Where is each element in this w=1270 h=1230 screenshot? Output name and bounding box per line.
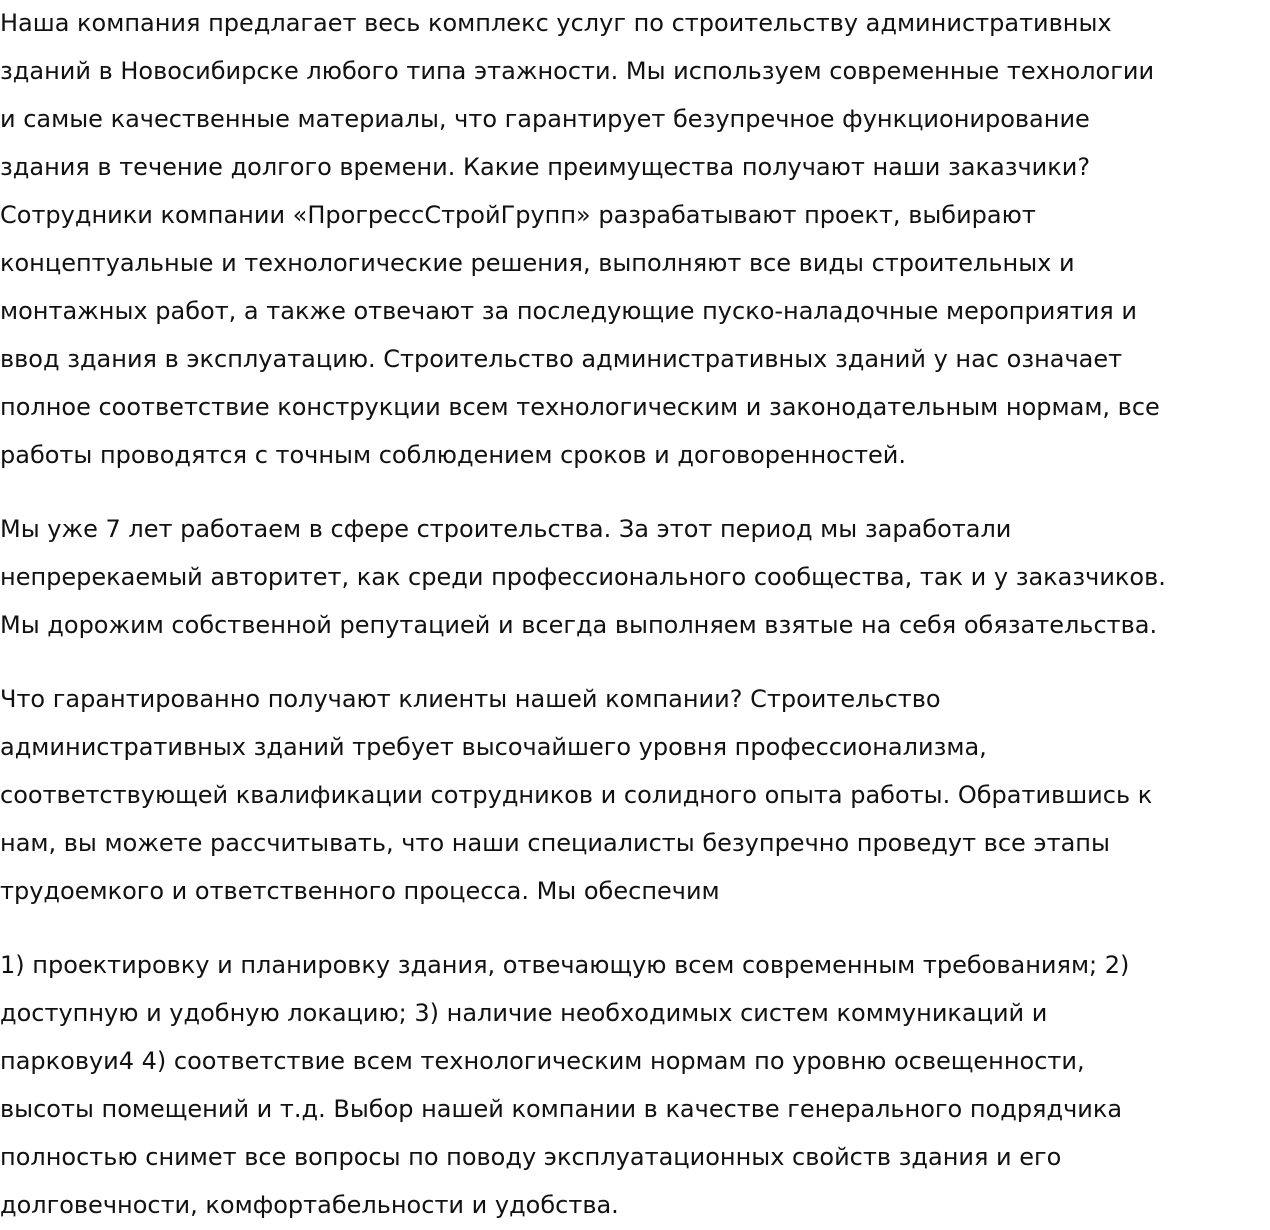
text-line: Мы уже 7 лет работаем в сфере строительства. За этот период мы заработали xyxy=(0,515,1012,543)
text-line: парковуи4 4) соответствие всем технологическим нормам по уровню освещенности, xyxy=(0,1047,1085,1075)
text-line: трудоемкого и ответственного процесса. Мы обеспечим xyxy=(0,877,720,905)
text-line: соответствующей квалификации сотрудников и солидного опыта работы. Обратившись к xyxy=(0,781,1153,809)
paragraph-guarantees xyxy=(0,675,1270,915)
text-line: Мы дорожим собственной репутацией и всегда выполняем взятые на себя обязательства. xyxy=(0,611,1158,639)
text-line: полное соответствие конструкции всем технологическим и законодательным нормам, все xyxy=(0,393,1160,421)
text-line: концептуальные и технологические решения, выполняют все виды строительных и xyxy=(0,249,1075,277)
text-line: Сотрудники компании «ПрогрессСтройГрупп» разрабатывают проект, выбирают xyxy=(0,201,1036,229)
text-line: Что гарантированно получают клиенты нашей компании? Строительство xyxy=(0,685,941,713)
text-line: Наша компания предлагает весь комплекс услуг по строительству административных xyxy=(0,9,1112,37)
text-line: и самые качественные материалы, что гарантирует безупречное функционирование xyxy=(0,105,1090,133)
text-line: зданий в Новосибирске любого типа этажности. Мы используем современные технологии xyxy=(0,57,1155,85)
text-line: ввод здания в эксплуатацию. Строительство административных зданий у нас означает xyxy=(0,345,1123,373)
text-line: монтажных работ, а также отвечают за последующие пуско-наладочные мероприятия и xyxy=(0,297,1137,325)
text-line: 1) проектировку и планировку здания, отвечающую всем современным требованиям; 2) xyxy=(0,951,1130,979)
text-line: долговечности, комфортабельности и удобства. xyxy=(0,1191,619,1219)
text-line: полностью снимет все вопросы по поводу эксплуатационных свойств здания и его xyxy=(0,1143,1062,1171)
text-line: работы проводятся с точным соблюдением сроков и договоренностей. xyxy=(0,441,907,469)
text-line: непререкаемый авторитет, как среди профессионального сообщества, так и у заказчиков. xyxy=(0,563,1166,591)
text-line: нам, вы можете рассчитывать, что наши специалисты безупречно проведут все этапы xyxy=(0,829,1110,857)
text-line: здания в течение долгого времени. Какие преимущества получают наши заказчики? xyxy=(0,153,1091,181)
paragraph-experience xyxy=(0,505,1270,649)
text-line: административных зданий требует высочайшего уровня профессионализма, xyxy=(0,733,987,761)
paragraph-intro xyxy=(0,0,1270,479)
text-line: доступную и удобную локацию; 3) наличие необходимых систем коммуникаций и xyxy=(0,999,1048,1027)
text-line: высоты помещений и т.д. Выбор нашей компании в качестве генерального подрядчика xyxy=(0,1095,1123,1123)
paragraph-list xyxy=(0,941,1270,1229)
